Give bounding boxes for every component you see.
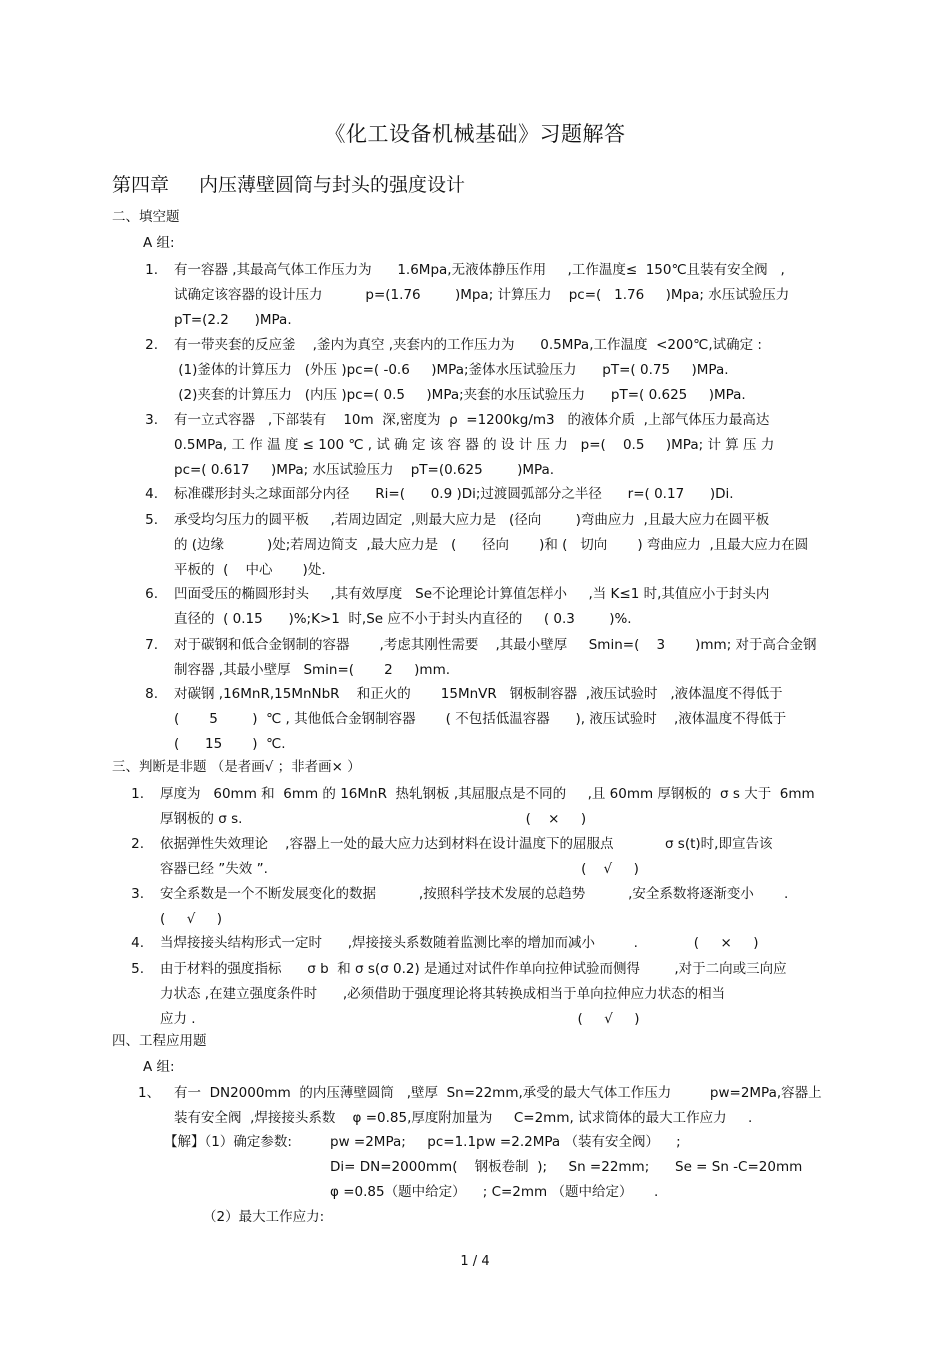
fill-question-text-line: 有一带夹套的反应釜 ,釜内为真空 ,夹套内的工作压力为 0.5MPa,工作温度 <200℃,试确定 : (174, 337, 762, 353)
fill-question-text-line: 有一容器 ,其最高气体工作压力为 1.6Mpa,无液体静压作用 ,工作温度≤ 150℃且装有安全阀 , (174, 262, 785, 278)
fill-question-text-line: 对碳钢 ,16MnR,15MnNbR 和正火的 15MnVR 钢板制容器 ,液压试验时 ,液体温度不得低于 (174, 686, 783, 702)
fill-question-text-line: 直径的 ( 0.15 )%;K>1 时,Se 应不小于封头内直径的 ( 0.3 )%. (174, 611, 632, 627)
fill-question-number: 4. (145, 486, 158, 502)
judge-question-text-line: 厚度为 60mm 和 6mm 的 16MnR 热轧钢板 ,其屈服点是不同的 ,且 60mm 厚钢板的 σ s 大于 6mm (160, 786, 815, 802)
fill-question-text-line: pT=(2.2 )MPa. (174, 312, 292, 328)
fill-question-text-line: 承受均匀压力的圆平板 ,若周边固定 ,则最大应力是 (径向 )弯曲应力 ,且最大应力在圆平板 (174, 512, 770, 528)
fill-question-text-line: 的 (边缘 )处;若周边简支 ,最大应力是 ( 径向 )和 ( 切向 ) 弯曲应力 ,且最大应力在圆 (174, 537, 809, 553)
solution-line-3: φ =0.85（题中给定） ; C=2mm （题中给定） . (330, 1184, 659, 1200)
fill-question-number: 2. (145, 337, 158, 353)
section-apply-heading: 四、工程应用题 (112, 1033, 207, 1049)
judge-question-number: 4. (131, 935, 144, 951)
fill-question-number: 6. (145, 586, 158, 602)
judge-question-text-line: 当焊接接头结构形式一定时 ,焊接接头系数随着监测比率的增加而减小 . ( × ) (160, 935, 759, 951)
fill-question-text-line: 凹面受压的椭圆形封头 ,其有效厚度 Se不论理论计算值怎样小 ,当 K≤1 时,其值应小于封头内 (174, 586, 770, 602)
fill-question-text-line: 标准碟形封头之球面部分内径 Ri=( 0.9 )Di;过渡圆弧部分之半径 r=( 0.17 )Di. (174, 486, 734, 502)
fill-question-text-line: 有一立式容器 ,下部装有 10m 深,密度为 ρ =1200kg/m3 的液体介质 ,上部气体压力最高达 (174, 412, 770, 428)
fill-question-text-line: ( 15 ) ℃. (174, 736, 286, 752)
fill-question-text-line: ( 5 ) ℃ , 其他低合金钢制容器 ( 不包括低温容器 ), 液压试验时 ,液体温度不得低于 (174, 711, 787, 727)
fill-question-number: 8. (145, 686, 158, 702)
fill-question-text-line: 制容器 ,其最小壁厚 Smin=( 2 )mm. (174, 662, 451, 678)
document-title: 《化工设备机械基础》习题解答 (324, 122, 626, 146)
apply-question-text-line: 装有安全阀 ,焊接接头系数 φ =0.85,厚度附加量为 C=2mm, 试求筒体的最大工作应力 . (174, 1110, 753, 1126)
fill-question-number: 3. (145, 412, 158, 428)
judge-question-number: 5. (131, 961, 144, 977)
fill-question-number: 7. (145, 637, 158, 653)
solution-label: 【解】（1）确定参数: (164, 1134, 292, 1150)
solution-line-2: Di= DN=2000mm( 钢板卷制 ); Sn =22mm; Se = Sn -C=20mm (330, 1159, 803, 1175)
judge-question-text-line: ( √ ) (160, 911, 223, 927)
judge-question-number: 1. (131, 786, 144, 802)
group-a2-label: A 组: (143, 1059, 175, 1075)
group-a-label: A 组: (143, 235, 175, 251)
judge-question-number: 2. (131, 836, 144, 852)
solution-step-2: （2）最大工作应力: (203, 1209, 325, 1225)
fill-question-number: 5. (145, 512, 158, 528)
fill-question-text-line: 平板的 ( 中心 )处. (174, 562, 326, 578)
chapter-number: 第四章 (112, 174, 170, 196)
chapter-heading (112, 170, 465, 197)
page-number: 1 / 4 (460, 1254, 490, 1269)
section-fill-heading: 二、填空题 (112, 209, 180, 225)
judge-question-text-line: 安全系数是一个不断发展变化的数据 ,按照科学技术发展的总趋势 ,安全系数将逐渐变小 . (160, 886, 789, 902)
judge-question-number: 3. (131, 886, 144, 902)
fill-question-text-line: 0.5MPa, 工 作 温 度 ≤ 100 ℃ , 试 确 定 该 容 器 的 设 计 压 力 p=( 0.5 )MPa; 计 算 压 力 (174, 437, 775, 453)
judge-question-text-line: 力状态 ,在建立强度条件时 ,必须借助于强度理论将其转换成相当于单向拉伸应力状态的相当 (160, 986, 726, 1002)
apply-question-text-line: 有一 DN2000mm 的内压薄壁圆筒 ,壁厚 Sn=22mm,承受的最大气体工作压力 pw=2MPa,容器上 (174, 1085, 822, 1101)
fill-question-text-line: (2)夹套的计算压力 (内压 )pc=( 0.5 )MPa;夹套的水压试验压力 pT=( 0.625 )MPa. (174, 387, 746, 403)
judge-question-text-line: 容器已经 ”失效 ”. ( √ ) (160, 861, 639, 877)
chapter-name: 内压薄壁圆筒与封头的强度设计 (199, 174, 466, 196)
judge-question-text-line: 应力 . ( √ ) (160, 1011, 640, 1027)
fill-question-number: 1. (145, 262, 158, 278)
fill-question-text-line: 试确定该容器的设计压力 p=(1.76 )Mpa; 计算压力 pc=( 1.76 )Mpa; 水压试验压力 (174, 287, 790, 303)
apply-question-number: 1、 (138, 1085, 161, 1101)
judge-question-text-line: 由于材料的强度指标 σ b 和 σ s(σ 0.2) 是通过对试件作单向拉伸试验而侧得 ,对于二向或三向应 (160, 961, 787, 977)
fill-question-text-line: 对于碳钢和低合金钢制的容器 ,考虑其刚性需要 ,其最小壁厚 Smin=( 3 )mm; 对于高合金钢 (174, 637, 817, 653)
section-judge-heading: 三、判断是非题 （是者画√ ；非者画× ） (112, 759, 361, 775)
solution-line-1: pw =2MPa; pc=1.1pw =2.2MPa （装有安全阀） ; (330, 1134, 681, 1150)
judge-question-text-line: 厚钢板的 σ s. ( × ) (160, 811, 587, 827)
judge-question-text-line: 依据弹性失效理论 ,容器上一处的最大应力达到材料在设计温度下的屈服点 σ s(t)时,即宣告该 (160, 836, 773, 852)
fill-question-text-line: pc=( 0.617 )MPa; 水压试验压力 pT=(0.625 )MPa. (174, 462, 555, 478)
fill-question-text-line: (1)釜体的计算压力 (外压 )pc=( -0.6 )MPa;釜体水压试验压力 pT=( 0.75 )MPa. (174, 362, 729, 378)
